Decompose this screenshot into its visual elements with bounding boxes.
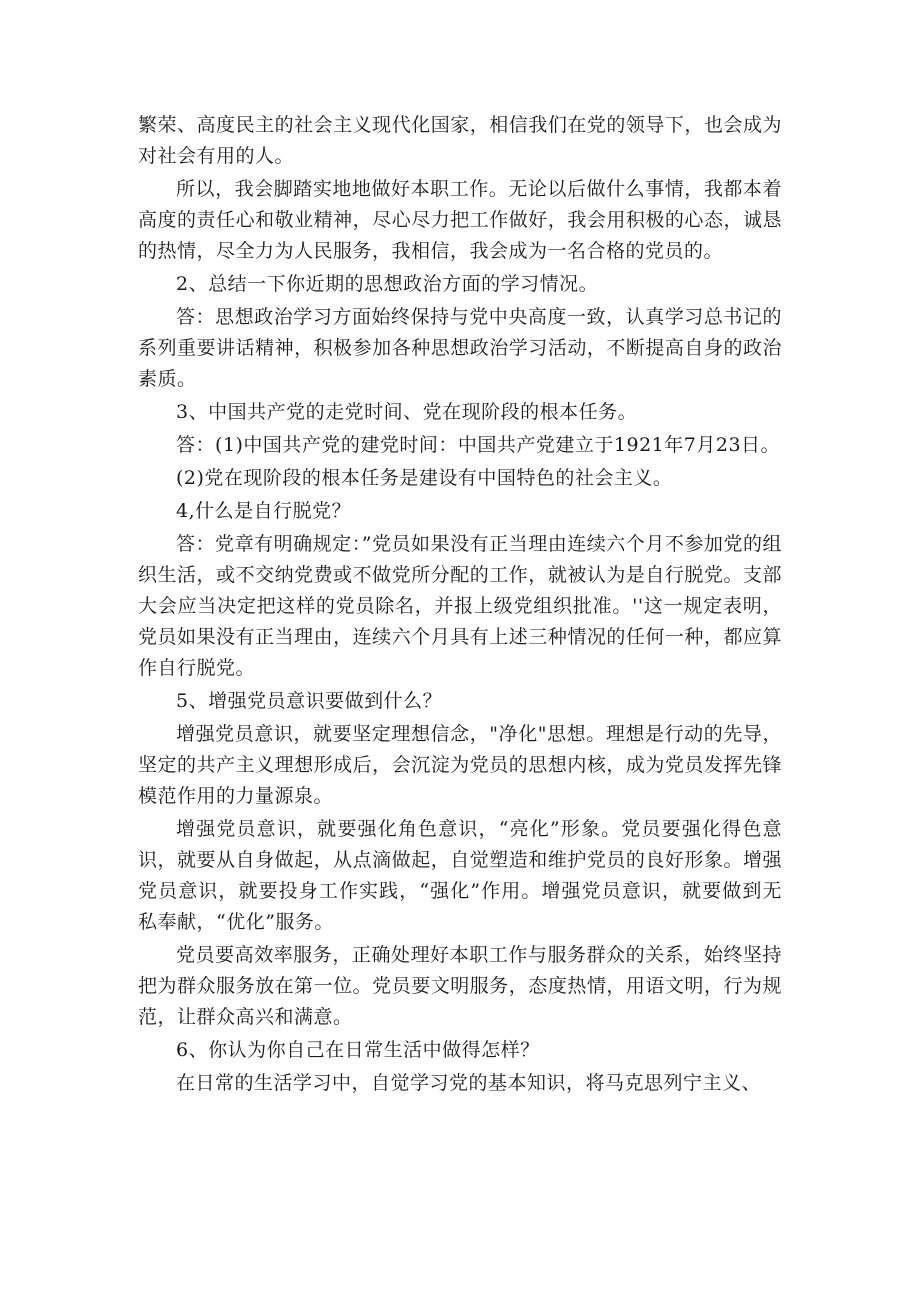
answer-paragraph: 答：党章有明确规定：”党员如果没有正当理由连续六个月不参加党的组织生活，或不交纳党费或不做党所分配的工作，就被认为是自行脱党。支部大会应当决定把这样的党员除名，并报上级党组织批准。''这一规定表明，党员如果没有正当理由，连续六个月具有上述三种情况的任何一种，都应算作自行脱党。 <box>138 533 782 679</box>
answer-paragraph: 在日常的生活学习中，自觉学习党的基本知识，将马克思列宁主义、 <box>176 1072 762 1094</box>
question-heading: 2、总结一下你近期的思想政治方面的学习情况。 <box>176 273 599 295</box>
question-heading: 3、中国共产党的走党时间、党在现阶段的根本任务。 <box>176 401 638 423</box>
question-heading: 5、增强党员意识要做到什么？ <box>176 690 443 712</box>
question-heading: 6、你认为你自己在日常生活中做得怎样？ <box>176 1039 540 1061</box>
answer-paragraph: 增强党员意识，就要坚定理想信念，"净化"思想。理想是行动的先导，坚定的共产主义理想形成后，会沉淀为党员的思想内核，成为党员发挥先锋模范作用的力量源泉。 <box>138 723 782 807</box>
question-heading: 4,什么是自行脱党？ <box>176 500 352 522</box>
paragraph: 繁荣、高度民主的社会主义现代化国家，相信我们在党的领导下，也会成为对社会有用的人。 <box>138 114 782 167</box>
paragraph: 所以，我会脚踏实地地做好本职工作。无论以后做什么事情，我都本着高度的责任心和敬业精神，尽心尽力把工作做好，我会用积极的心态，诚恳的热情，尽全力为人民服务，我相信，我会成为一名合格的党员的。 <box>138 178 782 262</box>
answer-paragraph: 答：思想政治学习方面始终保持与党中央高度一致，认真学习总书记的系列重要讲话精神，积极参加各种思想政治学习活动，不断提高自身的政治素质。 <box>138 306 782 390</box>
answer-paragraph: 党员要高效率服务，正确处理好本职工作与服务群众的关系，始终坚持把为群众服务放在第一位。党员要文明服务，态度热情，用语文明，行为规范，让群众高兴和满意。 <box>138 944 782 1028</box>
answer-paragraph: 答：(1)中国共产党的建党时间：中国共产党建立于1921年7月23日。 <box>176 434 781 456</box>
answer-paragraph: 增强党员意识，就要强化角色意识，“亮化”形象。党员要强化得色意识，就要从自身做起，从点滴做起，自觉塑造和维护党员的良好形象。增强党员意识，就要投身工作实践，“强化”作用。增强党员意识，就要做到无私奉献，“优化”服务。 <box>138 818 782 933</box>
answer-paragraph: (2)党在现阶段的根本任务是建设有中国特色的社会主义。 <box>176 467 673 489</box>
document-body <box>138 110 782 1101</box>
